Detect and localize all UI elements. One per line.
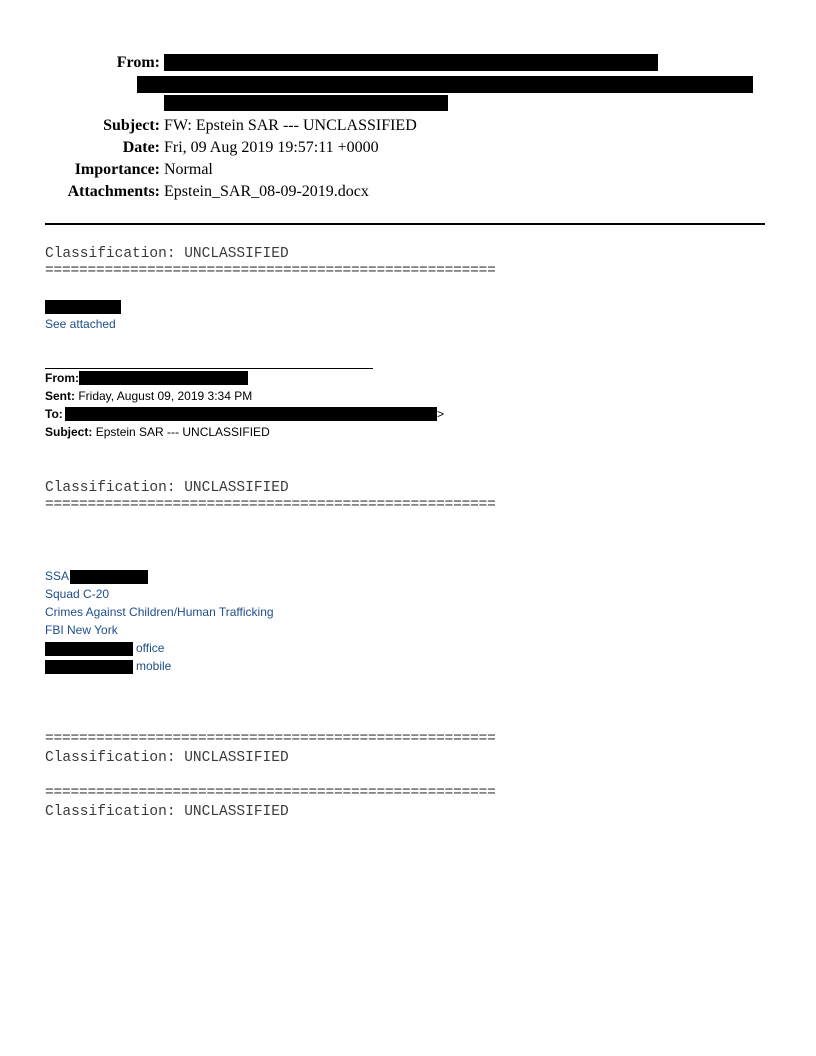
classification-line: Classification: UNCLASSIFIED	[45, 804, 289, 820]
classification-line: Classification: UNCLASSIFIED	[45, 246, 289, 262]
fwd-sent-label: Sent:	[45, 389, 75, 403]
classification-line: Classification: UNCLASSIFIED	[45, 750, 289, 766]
fwd-from-label: From:	[45, 371, 79, 385]
redaction-fwd-from	[79, 371, 248, 385]
from-label: From:	[116, 54, 160, 71]
redaction-from-line3	[164, 95, 448, 111]
separator-line: =====================================================	[45, 263, 496, 279]
subject-label: Subject:	[103, 117, 160, 134]
date-label: Date:	[122, 139, 160, 156]
header-divider	[45, 223, 765, 225]
office-phone-label: office	[136, 641, 165, 655]
signature-office: FBI New York	[45, 623, 118, 637]
fwd-subject-value: Epstein SAR --- UNCLASSIFIED	[95, 425, 270, 439]
redaction-fwd-to	[65, 407, 437, 421]
classification-line: Classification: UNCLASSIFIED	[45, 480, 289, 496]
fwd-subject-row	[45, 424, 270, 440]
redaction-from-line1	[164, 54, 658, 71]
subject-value: FW: Epstein SAR --- UNCLASSIFIED	[164, 117, 417, 134]
signature-squad: Squad C-20	[45, 587, 110, 601]
fwd-subject-label: Subject:	[45, 425, 93, 439]
redaction-signature-name	[70, 570, 148, 584]
redaction-from-line2	[137, 76, 753, 93]
signature-unit: Crimes Against Children/Human Trafficking	[45, 605, 274, 619]
fwd-to-suffix: >	[437, 407, 445, 421]
fwd-to-label: To:	[45, 407, 63, 421]
redaction-greeting	[45, 300, 121, 314]
forward-divider	[45, 368, 373, 369]
fwd-sent-value: Friday, August 09, 2019 3:34 PM	[78, 389, 253, 403]
attachments-value[interactable]: Epstein_SAR_08-09-2019.docx	[164, 183, 369, 200]
attachments-label: Attachments:	[67, 183, 160, 200]
fwd-sent-row	[45, 388, 252, 404]
separator-line: =====================================================	[45, 731, 496, 747]
importance-value: Normal	[164, 161, 213, 178]
mobile-phone-label: mobile	[136, 659, 172, 673]
date-value: Fri, 09 Aug 2019 19:57:11 +0000	[164, 139, 379, 156]
separator-line: =====================================================	[45, 785, 496, 801]
signature-title: SSA	[45, 569, 70, 583]
redaction-mobile-phone	[45, 660, 133, 674]
redaction-office-phone	[45, 642, 133, 656]
separator-line: =====================================================	[45, 497, 496, 513]
see-attached-text: See attached	[45, 317, 116, 331]
importance-label: Importance:	[74, 161, 160, 178]
